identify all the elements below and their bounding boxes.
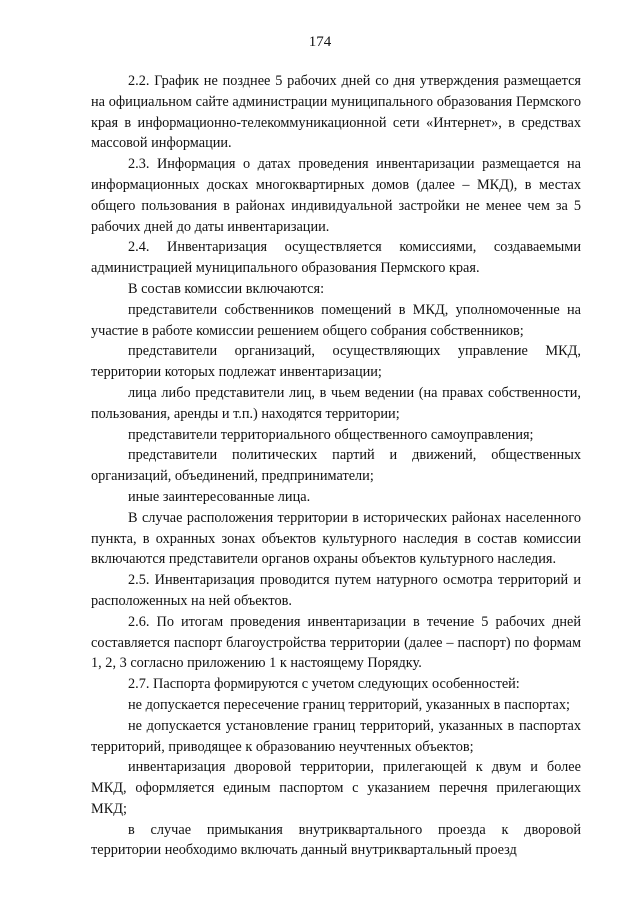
paragraph-2-7: 2.7. Паспорта формируются с учетом следующих особенностей:	[128, 676, 520, 693]
commission-member-item: представители территориального общественного самоуправления;	[128, 426, 534, 443]
commission-member-item: иные заинтересованные лица.	[128, 488, 311, 505]
document-body	[91, 71, 581, 861]
historical-areas-paragraph: В случае расположения территории в исторических районах населенного пункта, в охранных зонах объектов культурного наследия в состав комиссии включаются представители органов охраны объектов культурного наследия.	[91, 509, 581, 568]
paragraph-2-2: 2.2. График не позднее 5 рабочих дней со дня утверждения размещается на официальном сайте администрации муниципального образования Пермского края в информационно-телекоммуникационной сети «Интернет», в средствах массовой информации.	[91, 73, 581, 152]
commission-member-item: лица либо представители лиц, в чьем ведении (на правах собственности, пользования, аренды и т.п.) находятся территории;	[91, 384, 581, 422]
passport-rule-item: в случае примыкания внутриквартального проезда к дворовой территории необходимо включать данный внутриквартальный проезд	[91, 821, 581, 859]
paragraph-2-6: 2.6. По итогам проведения инвентаризации в течение 5 рабочих дней составляется паспорт благоустройства территории (далее – паспорт) по формам 1, 2, 3 согласно приложению 1 к настоящему Порядку.	[91, 613, 581, 672]
commission-composition-intro: В состав комиссии включаются:	[128, 280, 325, 297]
passport-rule-item: инвентаризация дворовой территории, прилегающей к двум и более МКД, оформляется единым паспортом с указанием перечня прилегающих МКД;	[91, 759, 581, 817]
commission-member-item: представители собственников помещений в МКД, уполномоченные на участие в работе комиссии решением общего собрания собственников;	[91, 301, 581, 339]
paragraph-2-3: 2.3. Информация о датах проведения инвентаризации размещается на информационных досках многоквартирных домов (далее – МКД), в местах общего пользования в районах индивидуальной застройки не менее чем за 5 рабочих дней до даты инвентаризации.	[91, 156, 581, 235]
paragraph-2-4: 2.4. Инвентаризация осуществляется комиссиями, создаваемыми администрацией муниципального образования Пермского края.	[91, 239, 581, 277]
passport-rule-item: не допускается установление границ территорий, указанных в паспортах территорий, приводящее к образованию неучтенных объектов;	[91, 717, 581, 755]
page-number: 174	[308, 34, 332, 50]
paragraph-2-5: 2.5. Инвентаризация проводится путем натурного осмотра территорий и расположенных на ней объектов.	[91, 572, 581, 609]
commission-member-item: представители политических партий и движений, общественных организаций, объединений, предприниматели;	[91, 447, 581, 485]
commission-member-item: представители организаций, осуществляющих управление МКД, территории которых подлежат инвентаризации;	[91, 343, 581, 381]
passport-rule-item: не допускается пересечение границ территорий, указанных в паспортах;	[128, 696, 570, 713]
